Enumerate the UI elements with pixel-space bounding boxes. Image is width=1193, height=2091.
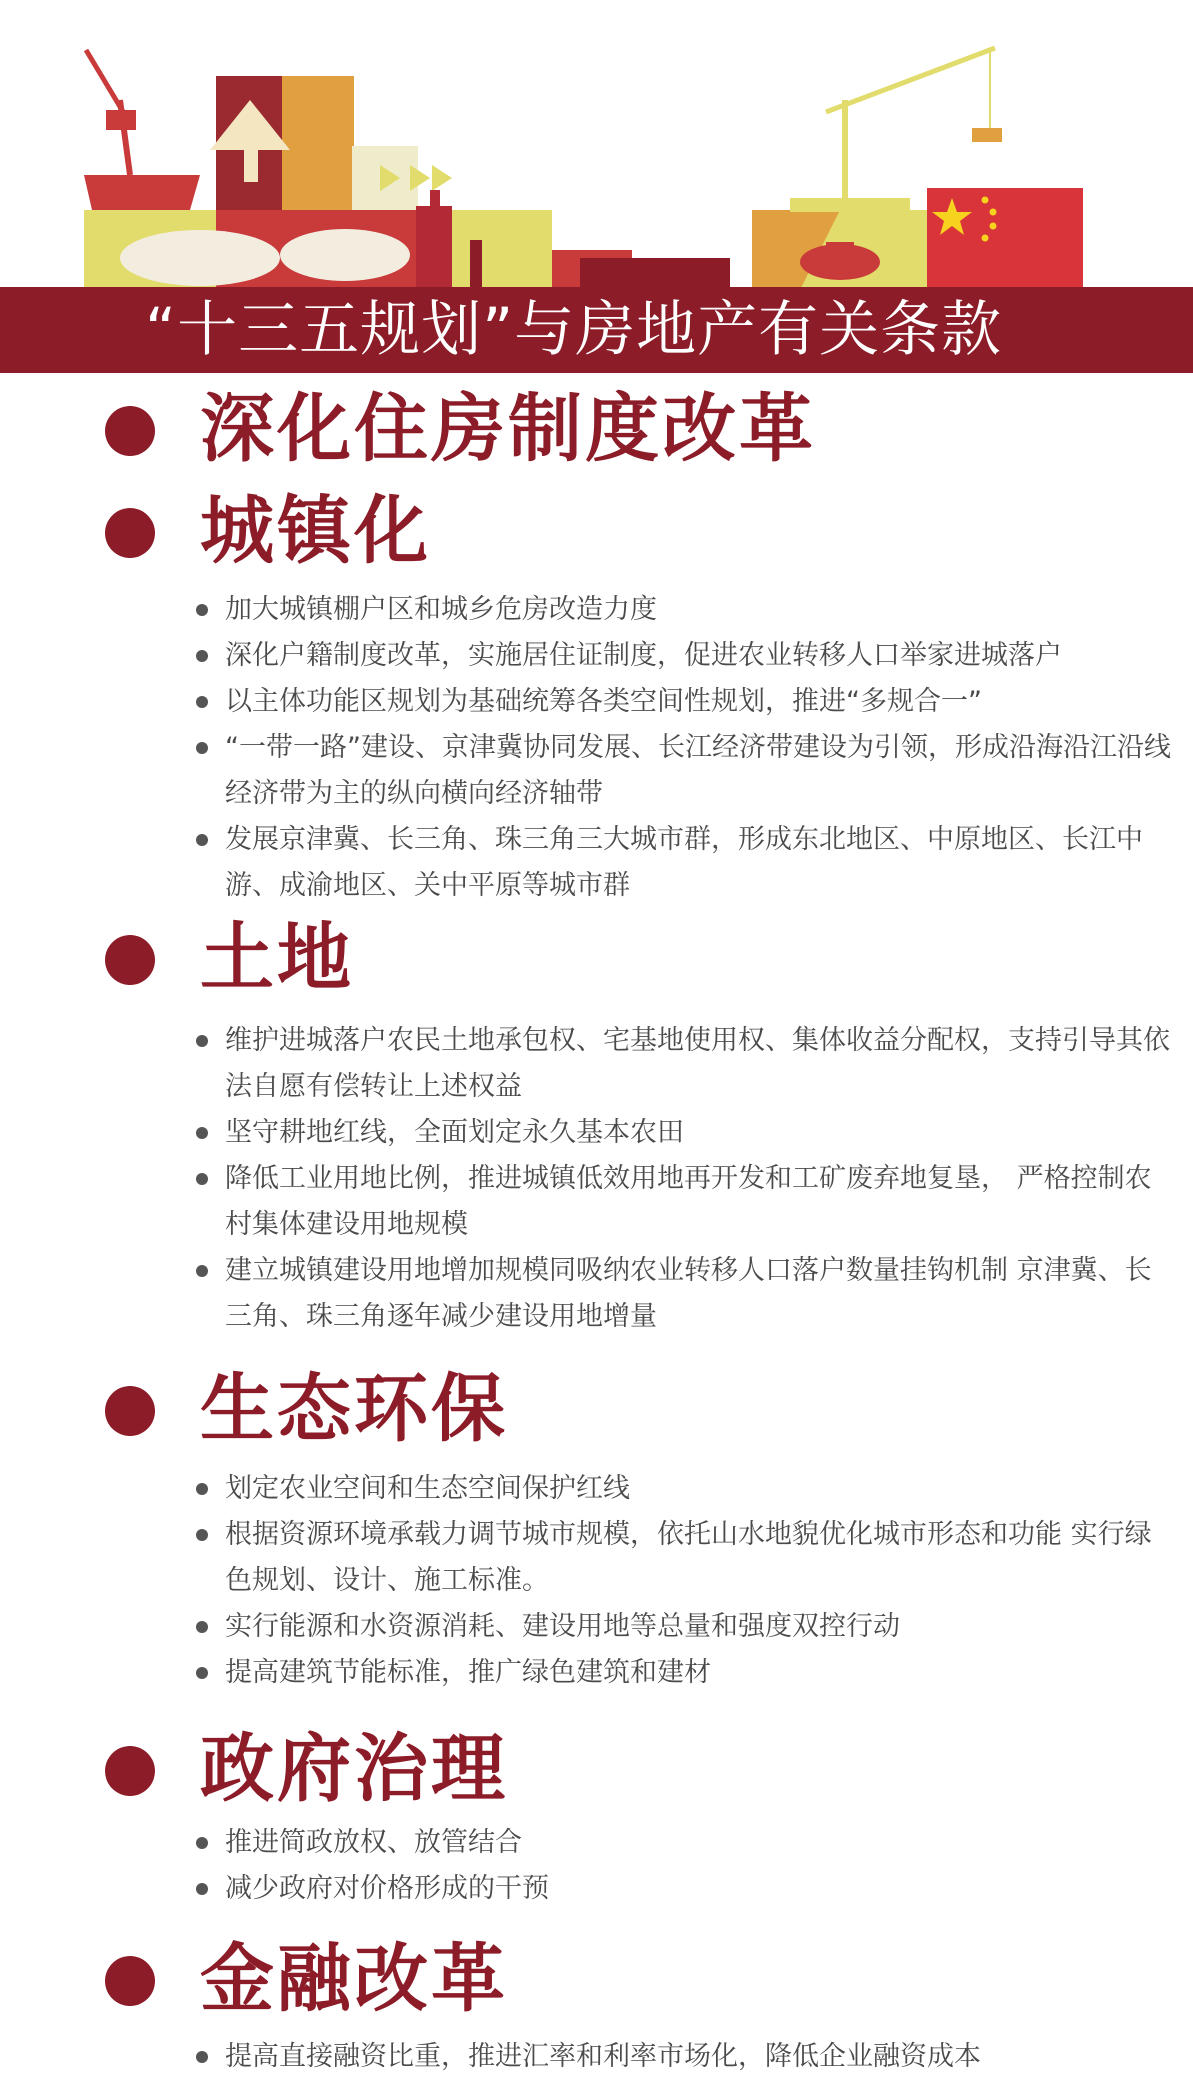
list-item: 深化户籍制度改革，实施居住证制度，促进农业转移人口举家进城落户 [196,633,1171,679]
list-item: 降低工业用地比例，推进城镇低效用地再开发和工矿废弃地复垦， 严格控制农村集体建设用地规模 [196,1156,1171,1248]
harbor-crane-icon [84,50,200,210]
bullet-dot [196,1667,208,1679]
section-bullet [105,1386,155,1436]
section-bullet [105,1746,155,1796]
section-urbanization [0,488,1193,574]
section-title: 生态环保 [200,1366,508,1452]
list-item: 发展京津冀、长三角、珠三角三大城市群，形成东北地区、中原地区、长江中游、成渝地区、关中平原等城市群 [196,817,1171,909]
page-title: “十三五规划”与房地产有关条款 [145,295,1003,365]
bullet-dot [196,1035,208,1047]
section-bullet [105,1956,155,2006]
section-land [0,915,1193,1001]
section-bullet [105,406,155,456]
list-item: 减少政府对价格形成的干预 [196,1866,1171,1912]
list-item: 实行能源和水资源消耗、建设用地等总量和强度双控行动 [196,1604,1171,1650]
list-item: 加大城镇棚户区和城乡危房改造力度 [196,587,1171,633]
bullet-dot [196,1483,208,1495]
list-item: 推进简政放权、放管结合 [196,1820,1171,1866]
list-item: 提高直接融资比重，推进汇率和利率市场化，降低企业融资成本 [196,2034,1171,2080]
bullet-dot [196,650,208,662]
section-title: 城镇化 [200,488,431,574]
bullet-dot [196,1529,208,1541]
list-item: 提高建筑节能标准，推广绿色建筑和建材 [196,1650,1171,1696]
list-item: 坚守耕地红线，全面划定永久基本农田 [196,1110,1171,1156]
bullet-dot [196,1837,208,1849]
bullet-dot [196,604,208,616]
bullet-dot [196,1173,208,1185]
tower-crane-icon [826,48,1002,200]
china-flag-icon [927,188,1083,290]
list-item: 根据资源环境承载力调节城市规模，依托山水地貌优化城市形态和功能 实行绿色规划、设计、施工标准。 [196,1512,1171,1604]
bullet-dot [196,834,208,846]
section-bullet [105,935,155,985]
section-title: 土地 [200,915,354,1001]
section-bullet [105,508,155,558]
bullet-dot [196,1127,208,1139]
bullet-dot [196,1621,208,1633]
section-housing-reform [0,386,1193,472]
bullet-dot [196,1265,208,1277]
bullet-dot [196,742,208,754]
city-skyline-illustration [0,0,1193,290]
section-title: 金融改革 [200,1936,508,2022]
section-governance [0,1726,1193,1812]
section-title: 政府治理 [200,1726,508,1812]
list-item: 划定农业空间和生态空间保护红线 [196,1466,1171,1512]
page-title-banner [0,287,1193,373]
bullet-dot [196,1883,208,1895]
bullet-dot [196,696,208,708]
bullet-dot [196,2051,208,2063]
header-illustration [0,0,1193,290]
list-item: 以主体功能区规划为基础统筹各类空间性规划，推进“多规合一” [196,679,1171,725]
list-item: 维护进城落户农民土地承包权、宅基地使用权、集体收益分配权，支持引导其依法自愿有偿转让上述权益 [196,1018,1171,1110]
section-finance [0,1936,1193,2022]
list-item: “一带一路”建设、京津冀协同发展、长江经济带建设为引领，形成沿海沿江沿线经济带为主的纵向横向经济轴带 [196,725,1171,817]
list-item: 建立城镇建设用地增加规模同吸纳农业转移人口落户数量挂钩机制 京津冀、长三角、珠三角逐年减少建设用地增量 [196,1248,1171,1340]
section-ecology [0,1366,1193,1452]
section-title: 深化住房制度改革 [200,386,816,472]
